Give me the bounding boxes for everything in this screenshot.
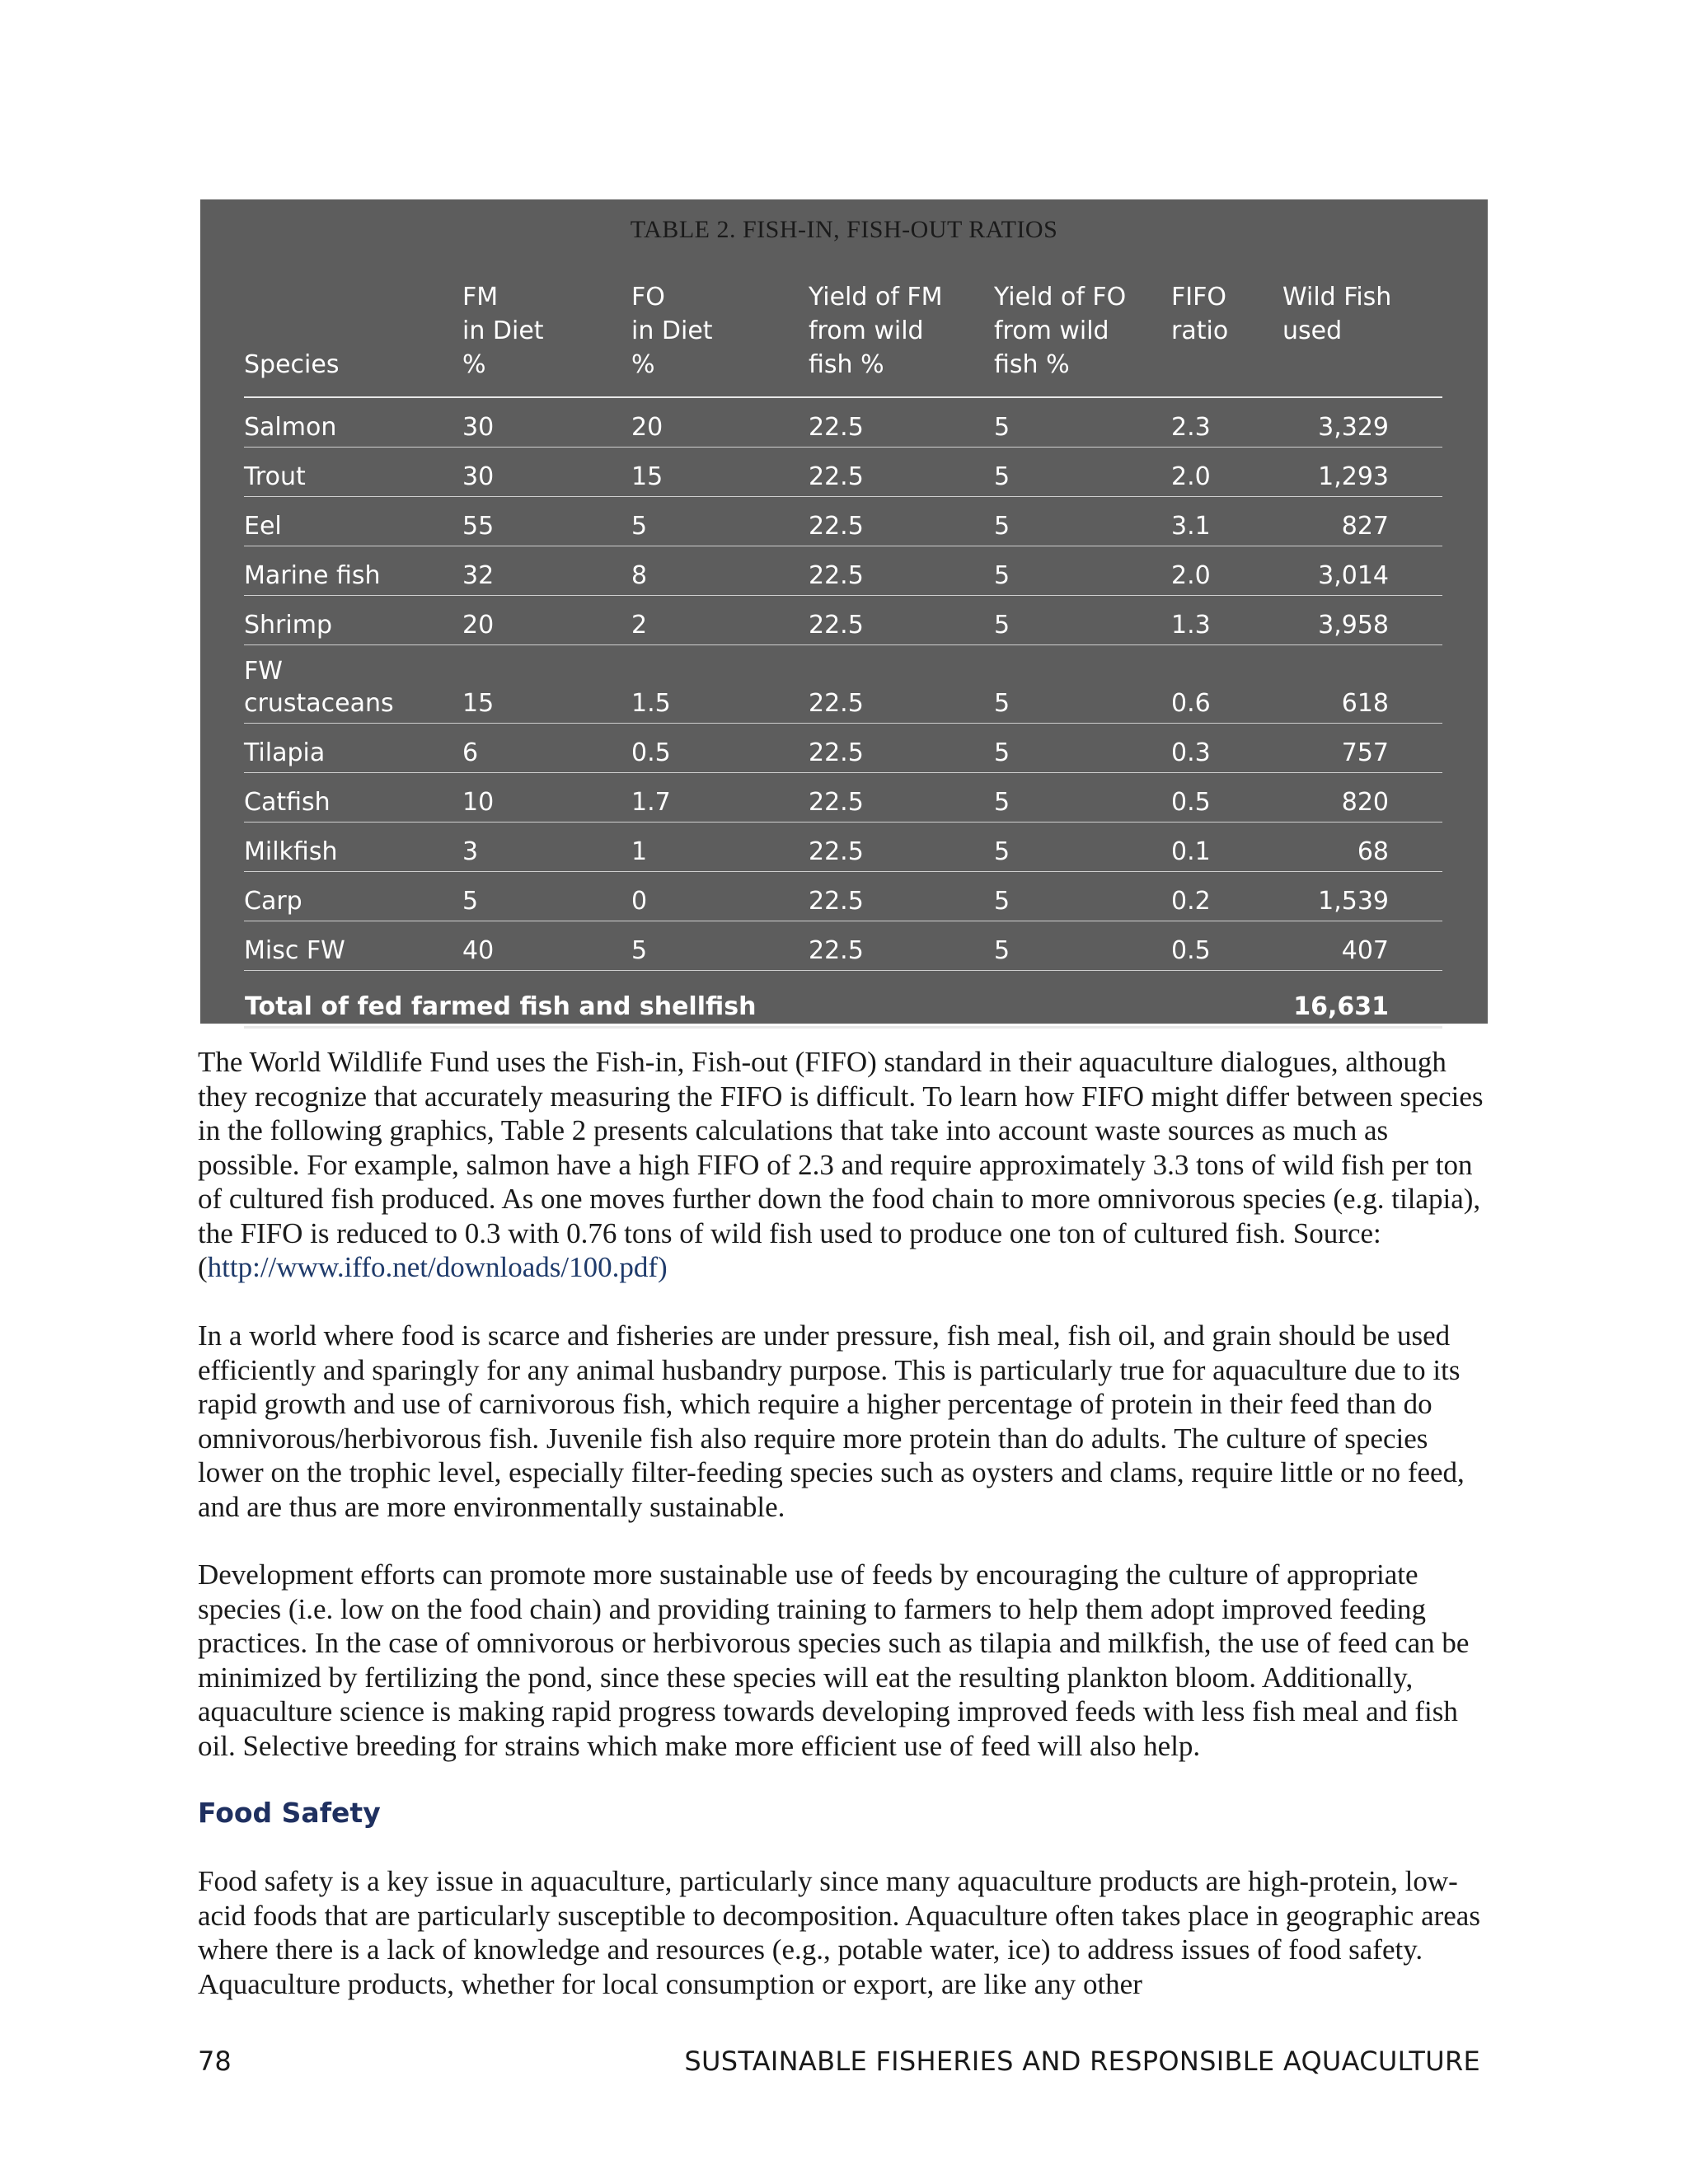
table-header-row <box>244 280 1442 397</box>
table-row: FW crustaceans 15 1.5 22.5 5 0.6 618 <box>244 645 1442 724</box>
fifo-table <box>244 280 1442 1029</box>
table-row: Shrimp 20 2 22.5 5 1.3 3,958 <box>244 596 1442 645</box>
total-value: 16,631 <box>1282 971 1442 1028</box>
table-total-row <box>244 971 1442 1028</box>
header-fo: FO in Diet % <box>631 280 809 397</box>
header-yield-fo: Yield of FO from wild fish % <box>994 280 1171 397</box>
table-row: Tilapia 6 0.5 22.5 5 0.3 757 <box>244 724 1442 773</box>
header-fm: FM in Diet % <box>462 280 631 397</box>
page-number: 78 <box>198 2046 232 2077</box>
paragraph-food-safety: Food safety is a key issue in aquaculture, particularly since many aquaculture products are high-protein, low-acid foods that are particularly susceptible to decomposition. Aquaculture often takes place in geographic areas where there is a lack of knowledge and resources (e.g., potable water, ice) to address issues of food safety. Aquaculture products, whether for local consumption or export, are like any other <box>198 1865 1480 2000</box>
table-row: Trout 30 15 22.5 5 2.0 1,293 <box>244 448 1442 497</box>
table-row: Marine fish 32 8 22.5 5 2.0 3,014 <box>244 546 1442 596</box>
paragraph-feed-efficiency: In a world where food is scarce and fisheries are under pressure, fish meal, fish oil, and grain should be used efficiently and sparingly for any animal husbandry purpose. This is particularly true for aquaculture due to its rapid growth and use of carnivorous fish, which require a higher percentage of protein in their feed than do omnivorous/herbivorous fish. Juvenile fish also require more protein than do adults. The culture of species lower on the trophic level, especially filter-feeding species such as oysters and clams, require little or no feed, and are thus are more environmentally sustainable. <box>198 1319 1465 1523</box>
section-heading-food-safety: Food Safety <box>198 1797 381 1829</box>
header-wild-fish: Wild Fish used <box>1282 280 1442 397</box>
paragraph-development-efforts: Development efforts can promote more sustainable use of feeds by encouraging the culture of appropriate species (i.e. low on the food chain) and providing training to farmers to help them adopt improved feeding practices. In the case of omnivorous or herbivorous species such as tilapia and milkfish, the use of feed can be minimized by fertilizing the pond, since these species will eat the resulting plankton bloom. Additionally, aquaculture science is making rapid progress towards developing improved feeds with less fish meal and fish oil. Selective breeding for strains which make more efficient use of feed will also help. <box>198 1558 1470 1762</box>
table-row: Catfish 10 1.7 22.5 5 0.5 820 <box>244 773 1442 823</box>
table-row: Carp 5 0 22.5 5 0.2 1,539 <box>244 872 1442 921</box>
table-row: Misc FW 40 5 22.5 5 0.5 407 <box>244 921 1442 971</box>
table-row: Salmon 30 20 22.5 5 2.3 3,329 <box>244 397 1442 448</box>
total-label: Total of fed farmed fish and shellfish <box>244 971 1282 1028</box>
table-row: Milkfish 3 1 22.5 5 0.1 68 <box>244 823 1442 872</box>
paragraph-fifo-intro: The World Wildlife Fund uses the Fish-in, Fish-out (FIFO) standard in their aquaculture dialogues, although they recognize that accurately measuring the FIFO is difficult. To learn how FIFO might differ between species in the following graphics, Table 2 presents calculations that take into account waste sources as much as possible. For example, salmon have a high FIFO of 2.3 and require approximately 3.3 tons of wild fish per ton of cultured fish produced. As one moves further down the food chain to more omnivorous species (e.g. tilapia), the FIFO is reduced to 0.3 with 0.76 tons of wild fish used to produce one ton of cultured fish. Source: (http://www.iffo.net/downloads/100.pdf) <box>198 1046 1484 1283</box>
header-fifo-ratio: FIFO ratio <box>1171 280 1282 397</box>
running-title: SUSTAINABLE FISHERIES AND RESPONSIBLE AQUACULTURE <box>684 2046 1480 2077</box>
table-row: Eel 55 5 22.5 5 3.1 827 <box>244 497 1442 546</box>
table-title: TABLE 2. FISH-IN, FISH-OUT RATIOS <box>630 216 1058 243</box>
header-species: Species <box>244 280 462 397</box>
header-yield-fm: Yield of FM from wild fish % <box>809 280 994 397</box>
source-link[interactable]: http://www.iffo.net/downloads/100.pdf) <box>207 1251 668 1283</box>
